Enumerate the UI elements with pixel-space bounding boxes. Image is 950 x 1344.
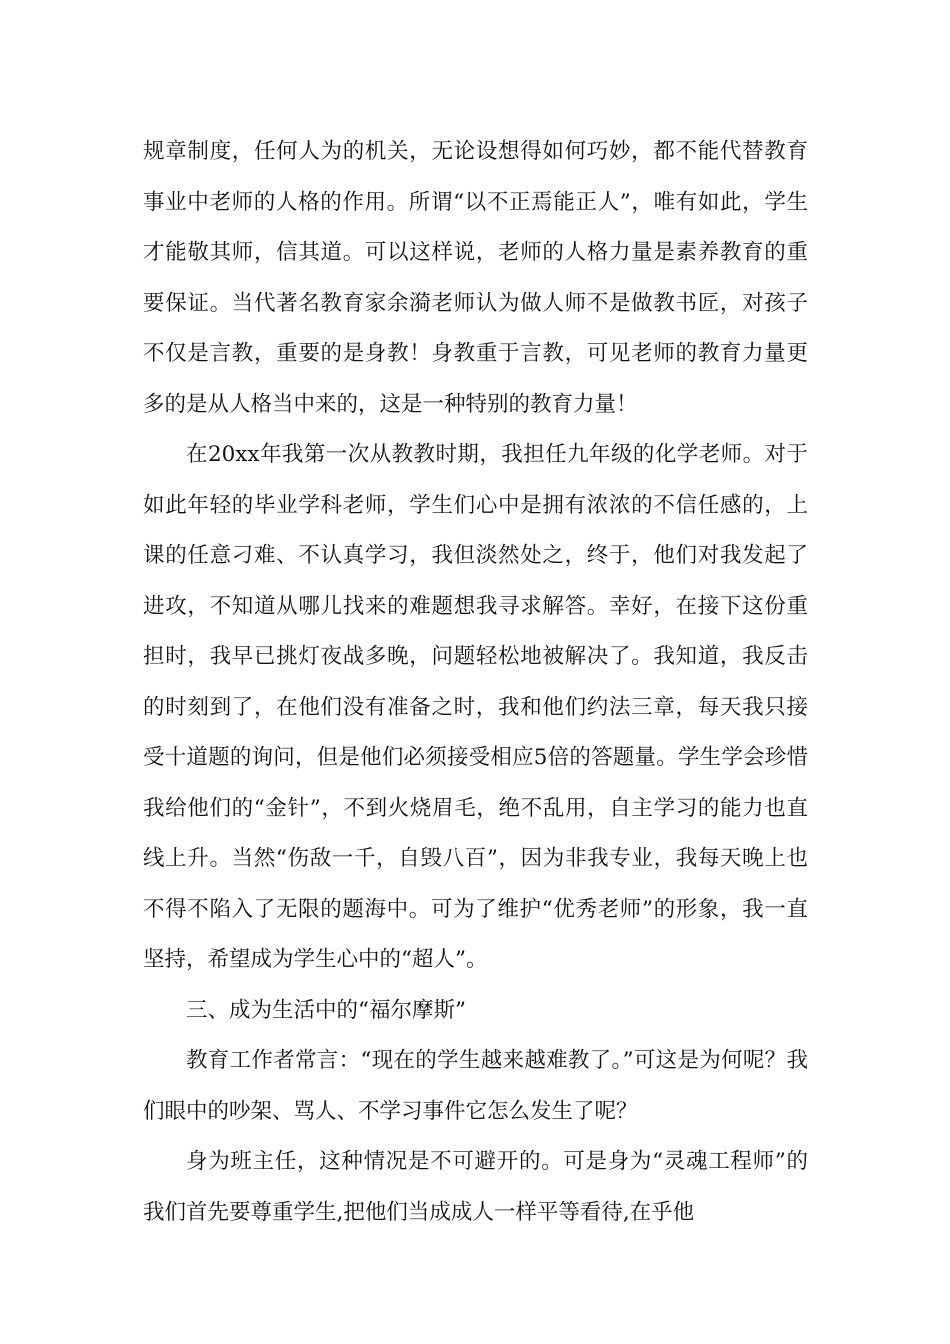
body-paragraph: 在20xx年我第一次从教教时期，我担任九年级的化学老师。对于如此年轻的毕业学科老师，学生们心中是拥有浓浓的不信任感的，上课的任意刁难、不认真学习，我但淡然处之，终于，他们对我发起了进攻，不知道从哪儿找来的难题想我寻求解答。幸好，在接下这份重担时，我早已挑灯夜战多晚，问题轻松地被解决了。我知道，我反击的时刻到了，在他们没有准备之时，我和他们约法三章，每天我只接受十道题的询问，但是他们必须接受相应5倍的答题量。学生学会珍惜我给他们的“金针”，不到火烧眉毛，绝不乱用，自主学习的能力也直线上升。当然“伤敌一千，自毁八百”，因为非我专业，我每天晚上也不得不陷入了无限的题海中。可为了维护“优秀老师”的形象，我一直坚持，希望成为学生心中的“超人”。 <box>143 442 808 972</box>
body-paragraph: 教育工作者常言：“现在的学生越来越难教了。”可这是为何呢？我们眼中的吵架、骂人、不学习事件它怎么发生了呢？ <box>143 1048 808 1124</box>
body-paragraph: 身为班主任，这种情况是不可避开的。可是身为“灵魂工程师”的我们首先要尊重学生,把他们当成成人一样平等看待,在乎他 <box>143 1149 808 1225</box>
section-heading: 三、成为生活中的“福尔摩斯” <box>186 997 466 1023</box>
document-page <box>143 127 808 1238</box>
body-paragraph: 规章制度，任何人为的机关，无论设想得如何巧妙，都不能代替教育事业中老师的人格的作用。所谓“以不正焉能正人”，唯有如此，学生才能敬其师，信其道。可以这样说，老师的人格力量是素养教育的重要保证。当代著名教育家余漪老师认为做人师不是做教书匠，对孩子不仅是言教，重要的是身教！身教重于言教，可见老师的教育力量更多的是从人格当中来的，这是一种特别的教育力量！ <box>143 139 808 417</box>
